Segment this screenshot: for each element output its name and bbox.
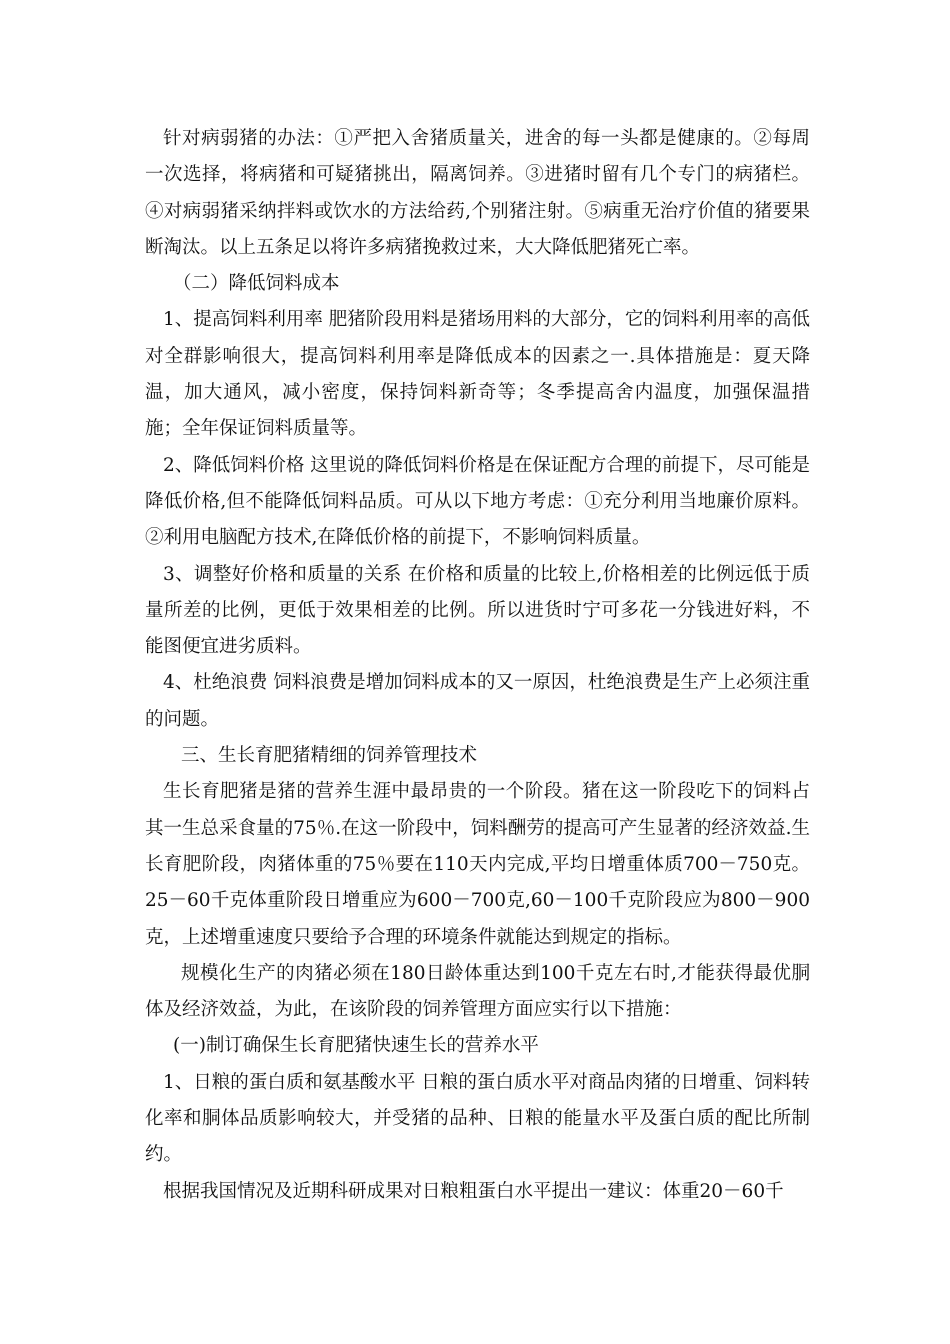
paragraph-recommendation: 根据我国情况及近期科研成果对日粮粗蛋白水平提出一建议：体重20－60千 (163, 1180, 784, 1202)
heading-reduce-feed-cost: （二）降低饲料成本 (173, 273, 340, 295)
heading-nutrition-level: (一)制订确保生长育肥猪快速生长的营养水平 (173, 1035, 539, 1057)
paragraph-scale-production: 规模化生产的肉猪必须在180日龄体重达到100千克左右时,才能获得最优胴体及经济效益，为此，在该阶段的饲养管理方面应实行以下措施： (145, 962, 810, 1021)
document-body (145, 121, 810, 1210)
paragraph-growing-stage: 生长育肥猪是猪的营养生涯中最昂贵的一个阶段。猪在这一阶段吃下的饲料占其一生总采食量的75％.在这一阶段中，饲料酬劳的提高可产生显著的经济效益.生长育肥阶段，肉猪体重的75％要在110天内完成,平均日增重体质700－750克。25－60千克体重阶段日增重应为600－700克,60－100千克阶段应为800－900克，上述增重速度只要给予合理的环境条件就能达到规定的指标。 (145, 781, 810, 948)
paragraph-feed-utilization: 1、提高饲料利用率 肥猪阶段用料是猪场用料的大部分，它的饲料利用率的高低对全群影响很大，提高饲料利用率是降低成本的因素之一.具体措施是：夏天降温，加大通风，减小密度，保持饲料新奇等；冬季提高舍内温度，加强保温措施；全年保证饲料质量等。 (145, 309, 810, 440)
paragraph-avoid-waste: 4、杜绝浪费 饲料浪费是增加饲料成本的又一原因，杜绝浪费是生产上必须注重的问题。 (145, 672, 810, 730)
paragraph-feed-price: 2、降低饲料价格 这里说的降低饲料价格是在保证配方合理的前提下，尽可能是降低价格,但不能降低饲料品质。可从以下地方考虑：①充分利用当地廉价原料。②利用电脑配方技术,在降低价格的前提下，不影响饲料质量。 (145, 454, 810, 549)
paragraph-price-quality: 3、调整好价格和质量的关系 在价格和质量的比较上,价格相差的比例远低于质量所差的比例，更低于效果相差的比例。所以进货时宁可多花一分钱进好料，不能图便宜进劣质料。 (145, 563, 810, 658)
heading-section-three: 三、生长育肥猪精细的饲养管理技术 (181, 745, 478, 767)
paragraph-sick-pigs: 针对病弱猪的办法：①严把入舍猪质量关，进舍的每一头都是健康的。②每周一次选择，将病猪和可疑猪挑出，隔离饲养。③进猪时留有几个专门的病猪栏。④对病弱猪采纳拌料或饮水的方法给药,个别猪注射。⑤病重无治疗价值的猪要果断淘汰。以上五条足以将许多病猪挽救过来，大大降低肥猪死亡率。 (145, 128, 810, 258)
paragraph-protein-amino-acids: 1、日粮的蛋白质和氨基酸水平 日粮的蛋白质水平对商品肉猪的日增重、饲料转化率和胴体品质影响较大，并受猪的品种、日粮的能量水平及蛋白质的配比所制约。 (145, 1071, 810, 1166)
